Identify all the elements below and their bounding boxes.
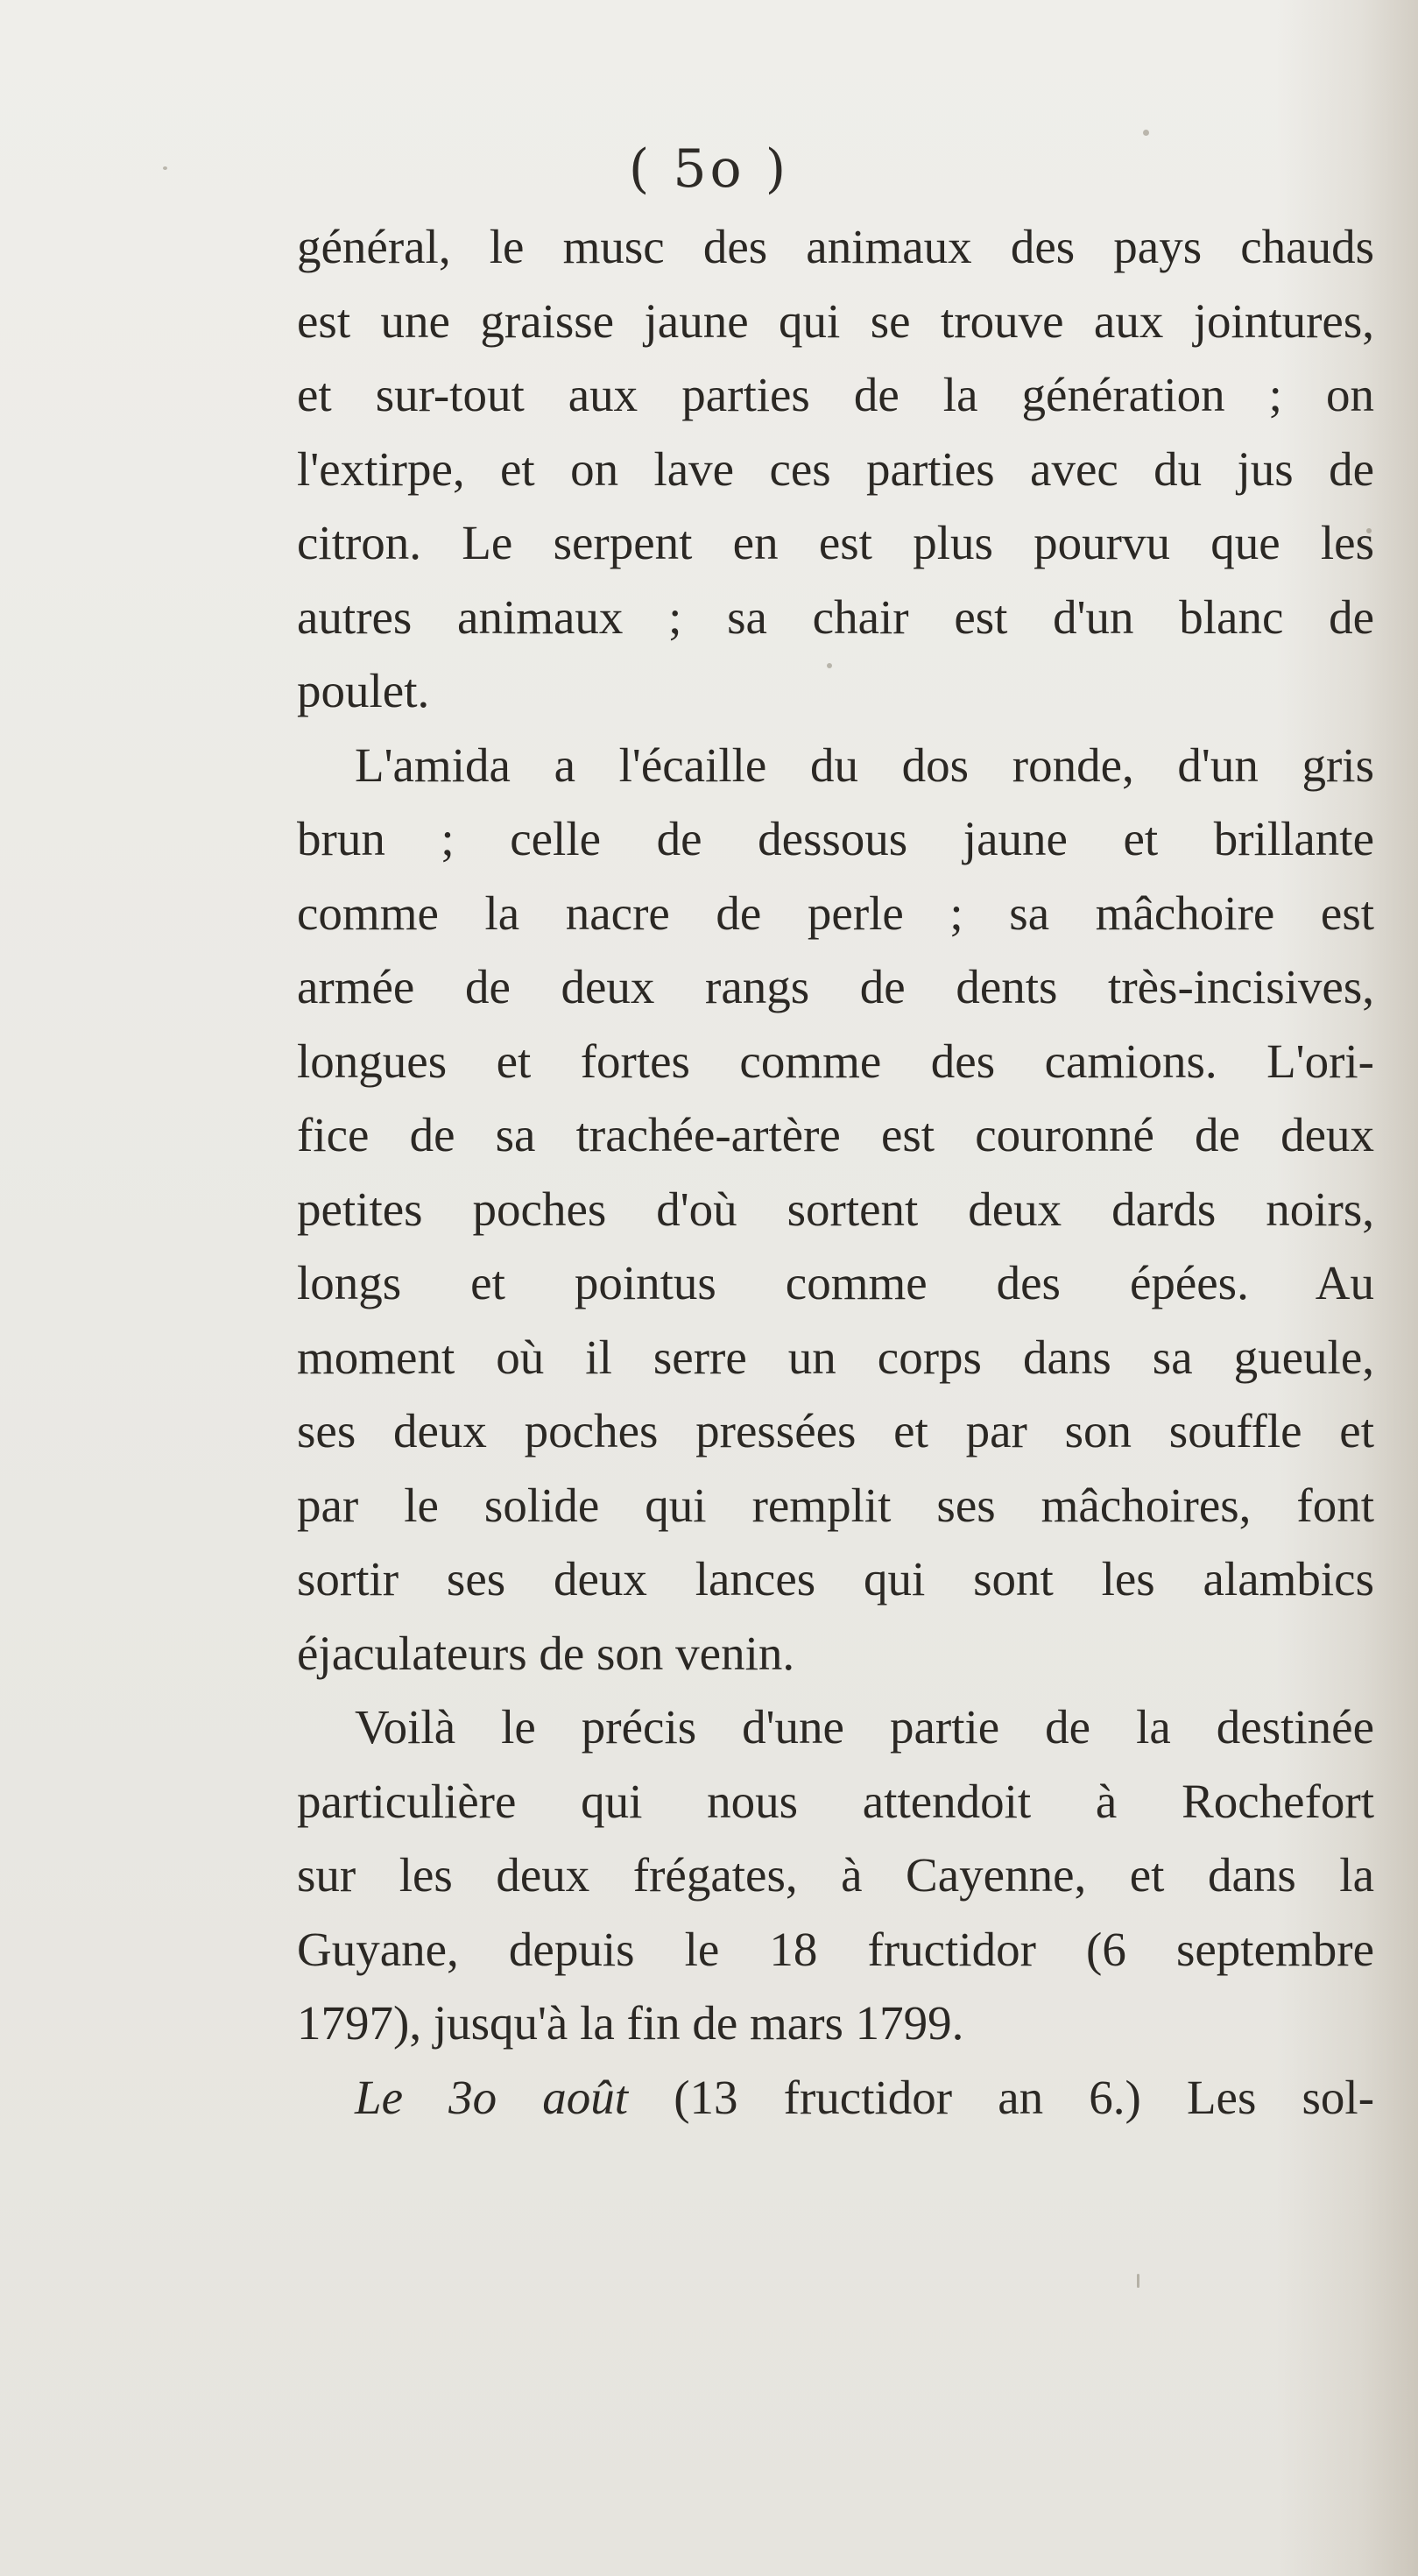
text-line: Voilà le précis d'une partie de la destinée <box>355 1700 1374 1754</box>
paper-speck <box>163 166 167 170</box>
text-line: sortir ses deux lances qui sont les alambics <box>297 1552 1374 1606</box>
text-line-final <box>297 2061 1374 2135</box>
text-line: sur les deux frégates, à Cayenne, et dans la <box>297 1848 1374 1902</box>
text-line: autres animaux ; sa chair est d'un blanc de <box>297 589 1374 644</box>
text-line: moment où il serre un corps dans sa gueule, <box>297 1330 1374 1384</box>
text-line: L'amida a l'écaille du dos ronde, d'un gris <box>355 738 1374 792</box>
text-line: particulière qui nous attendoit à Rochefort <box>297 1774 1374 1828</box>
paper-speck <box>1137 2274 1139 2288</box>
italic-date: Le 3o août <box>355 2070 629 2124</box>
text-line: brun ; celle de dessous jaune et brillante <box>297 812 1374 865</box>
text-line: armée de deux rangs de dents très-incisives, <box>297 960 1374 1013</box>
text-line: comme la nacre de perle ; sa mâchoire est <box>297 886 1374 940</box>
text-line: petites poches d'où sortent deux dards noirs, <box>297 1182 1374 1236</box>
text-line: longues et fortes comme des camions. L'ori- <box>297 1034 1374 1088</box>
final-line-rest: (13 fructidor an 6.) Les sol- <box>628 2070 1375 2124</box>
text-line: par le solide qui remplit ses mâchoires, font <box>297 1478 1374 1532</box>
text-line: général, le musc des animaux des pays chauds <box>297 220 1374 273</box>
paper-speck <box>1366 528 1372 533</box>
page-number: ( 5o ) <box>628 138 790 200</box>
text-line: ses deux poches pressées et par son souffle et <box>297 1404 1374 1457</box>
text-line: l'extirpe, et on lave ces parties avec du jus de <box>297 441 1374 496</box>
text-line: 1797), jusqu'à la fin de mars 1799. <box>297 1996 964 2050</box>
text-line: fice de sa trachée-artère est couronné de deux <box>297 1108 1374 1161</box>
body-text <box>297 210 1374 2135</box>
text-line: Guyane, depuis le 18 fructidor (6 septembre <box>297 1922 1374 1976</box>
text-line: et sur-tout aux parties de la génération ; on <box>297 368 1374 421</box>
paper-speck <box>1143 130 1149 136</box>
text-line: est une graisse jaune qui se trouve aux jointures, <box>297 293 1374 348</box>
paper-speck <box>827 663 832 668</box>
text-line: poulet. <box>297 664 430 717</box>
text-line: citron. Le serpent en est plus pourvu que les <box>297 516 1374 569</box>
text-line: longs et pointus comme des épées. Au <box>297 1256 1374 1309</box>
text-line: éjaculateurs de son venin. <box>297 1626 795 1680</box>
